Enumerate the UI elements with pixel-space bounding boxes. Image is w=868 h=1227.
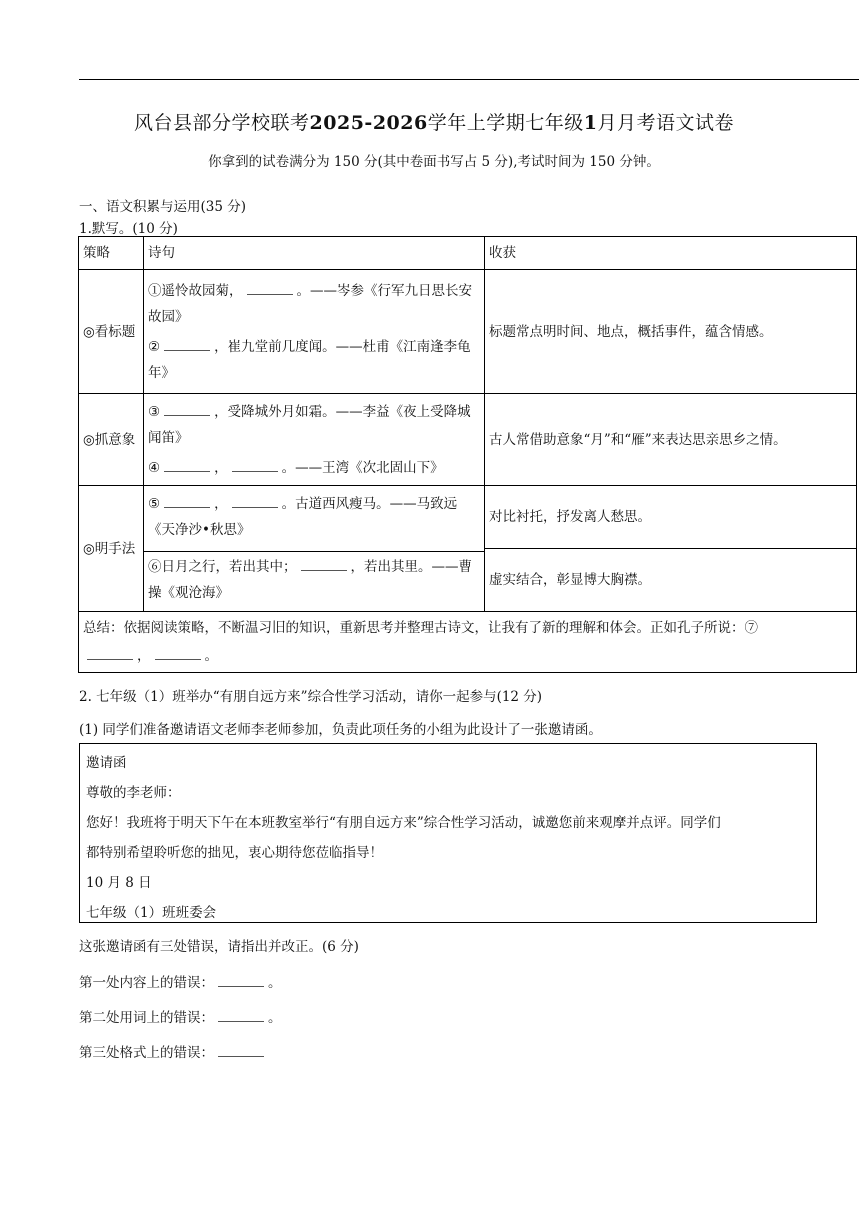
answer-blank[interactable] xyxy=(218,1009,264,1022)
strategy-cell: ◎明手法 xyxy=(79,486,144,612)
summary-cell: 总结：依据阅读策略，不断温习旧的知识，重新思考并整理古诗文，让我有了新的理解和体会。正如孔子所说：⑦ ， 。 xyxy=(79,612,857,673)
answer-blank[interactable] xyxy=(164,495,210,508)
exam-info: 你拿到的试卷满分为 150 分(其中卷面书写占 5 分),考试时间为 150 分钟。 xyxy=(208,154,660,170)
poem-line: ④ ， 。——王湾《次北固山下》 xyxy=(148,459,444,476)
strategy-cell: ◎看标题 xyxy=(79,270,144,394)
poem-line: ③ ，受降城外月如霜。——李益《夜上受降城闻笛》 xyxy=(148,403,471,446)
invitation-box xyxy=(79,743,817,923)
answer-blank[interactable] xyxy=(218,1044,264,1057)
error-line-3: 第三处格式上的错误： xyxy=(79,1041,268,1061)
invite-title: 邀请函 xyxy=(86,755,127,771)
question-prompt: 这张邀请函有三处错误，请指出并改正。(6 分) xyxy=(79,939,359,955)
strategy-cell: ◎抓意象 xyxy=(79,394,144,486)
question-2-sub1: (1) 同学们准备邀请语文老师李老师参加，负责此项任务的小组为此设计了一张邀请函。 xyxy=(79,722,602,738)
poem-table xyxy=(78,236,857,673)
error-line-1: 第一处内容上的错误： 。 xyxy=(79,975,282,991)
poem-line: ①遥怜故园菊， 。——岑参《行军九日思长安故园》 xyxy=(148,282,472,325)
question-2-label: 2. 七年级（1）班举办“有朋自远方来”综合性学习活动，请你一起参与(12 分) xyxy=(79,689,543,705)
answer-blank[interactable] xyxy=(164,459,210,472)
invite-body: 都特别希望聆听您的拙见，衷心期待您莅临指导！ xyxy=(86,845,383,861)
gain-line: 对比衬托，抒发离人愁思。 xyxy=(485,486,856,549)
poem-cell xyxy=(144,394,485,486)
poem-line: ⑥日月之行，若出其中； ，若出其里。——曹操《观沧海》 xyxy=(148,559,472,601)
answer-blank[interactable] xyxy=(155,647,201,660)
header-strategy: 策略 xyxy=(79,237,144,270)
header-gain: 收获 xyxy=(485,237,857,270)
invite-signer: 七年级（1）班班委会 xyxy=(86,905,217,921)
question-1-label: 1.默写。(10 分) xyxy=(79,221,178,237)
answer-blank[interactable] xyxy=(164,403,210,416)
poem-cell xyxy=(144,486,485,612)
gain-cell: 古人常借助意象“月”和“雁”来表达思亲思乡之情。 xyxy=(485,394,857,486)
gain-line: 虚实结合，彰显博大胸襟。 xyxy=(489,572,651,588)
error-line-2: 第二处用词上的错误： 。 xyxy=(79,1010,282,1026)
gain-cell: 标题常点明时间、地点，概括事件，蕴含情感。 xyxy=(485,270,857,394)
section-heading: 一、语文积累与运用(35 分) xyxy=(79,199,247,215)
poem-line: ② ，崔九堂前几度闻。——杜甫《江南逢李龟年》 xyxy=(148,338,471,381)
page-title: 风台县部分学校联考2025-2026学年上学期七年级1月月考语文试卷 xyxy=(134,112,734,134)
answer-blank[interactable] xyxy=(232,459,278,472)
header-poem: 诗句 xyxy=(144,237,485,270)
invite-body: 您好！我班将于明天下午在本班教室举行“有朋自远方来”综合性学习活动，诚邀您前来观摩并点评。同学们 xyxy=(86,815,721,831)
answer-blank[interactable] xyxy=(164,338,210,351)
invite-greeting: 尊敬的李老师： xyxy=(86,785,181,801)
answer-blank[interactable] xyxy=(301,558,347,571)
answer-blank[interactable] xyxy=(247,282,293,295)
invite-date: 10 月 8 日 xyxy=(86,875,152,891)
answer-blank[interactable] xyxy=(232,495,278,508)
top-rule xyxy=(79,79,859,80)
poem-cell xyxy=(144,270,485,394)
answer-blank[interactable] xyxy=(218,974,264,987)
answer-blank[interactable] xyxy=(87,647,133,660)
poem-line: ⑤ ， 。古道西风瘦马。——马致远《天净沙•秋思》 xyxy=(144,489,484,552)
gain-cell xyxy=(485,486,857,612)
